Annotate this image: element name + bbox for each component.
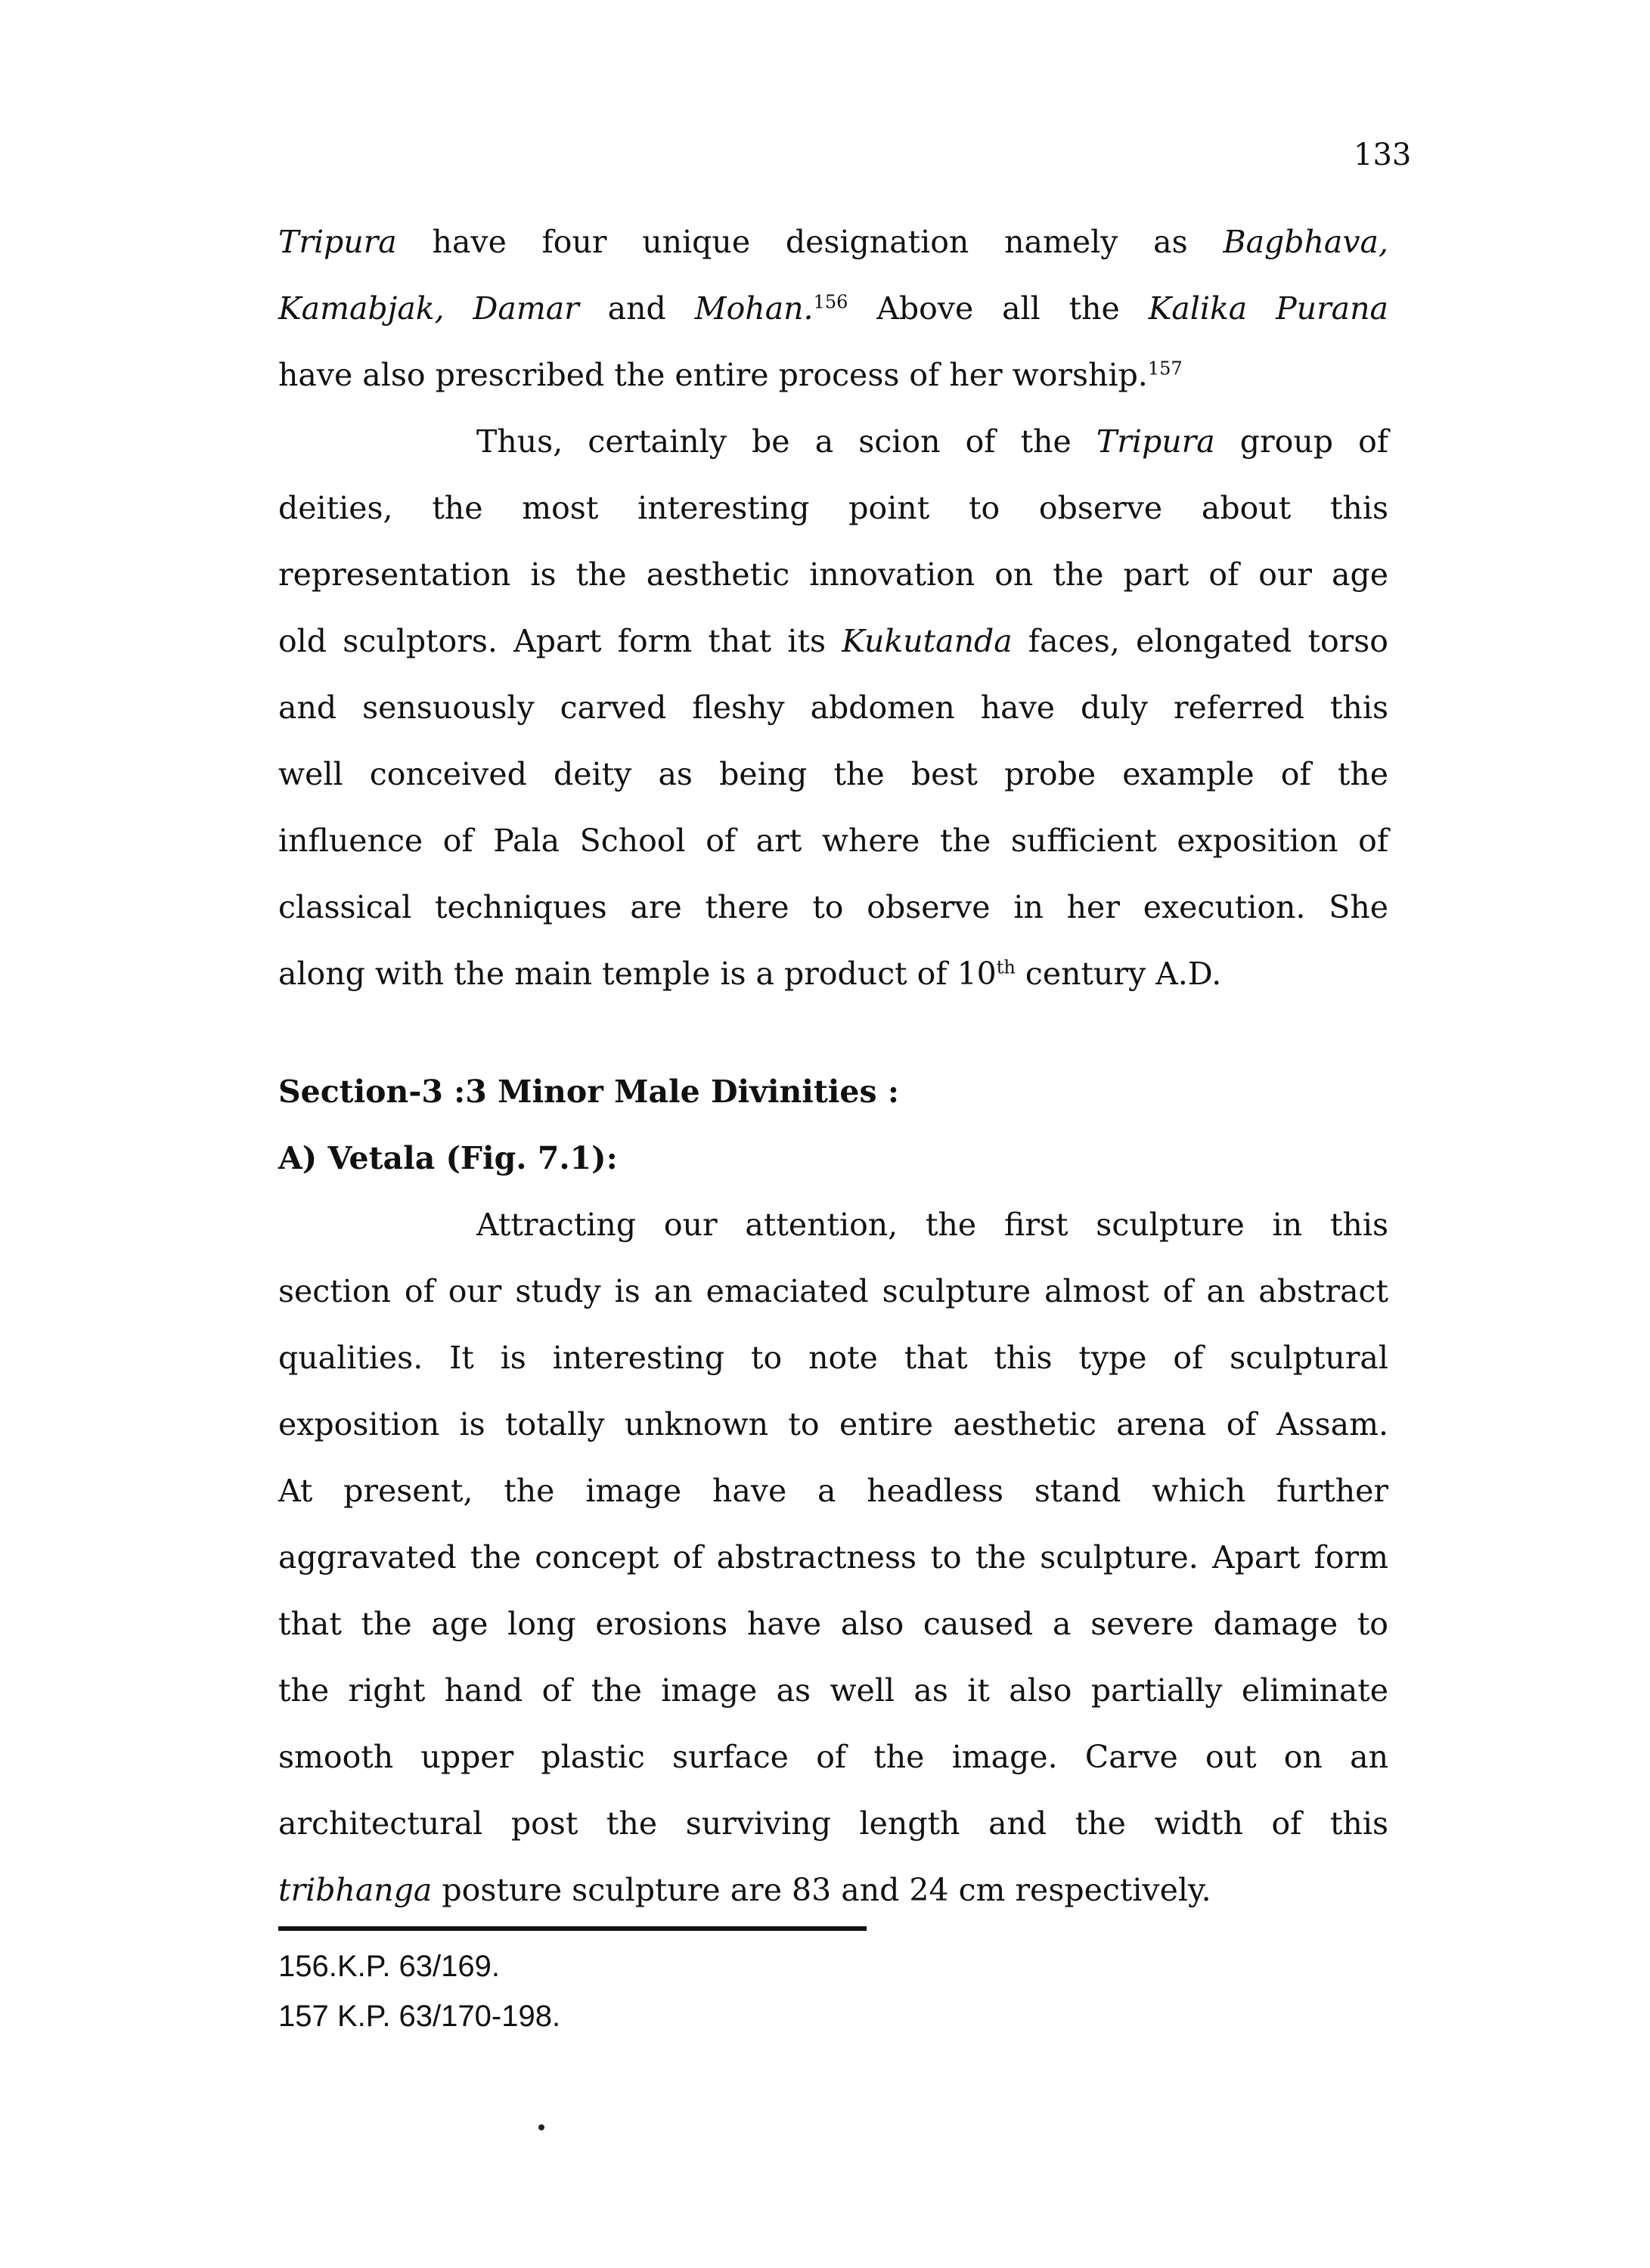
footnote-ref-157: 157 — [1147, 358, 1183, 380]
footnote-divider — [278, 1926, 867, 1931]
text-line: smooth upper plastic surface of the image. Carve out on an — [278, 1739, 1388, 1775]
text-line: and sensuously carved fleshy abdomen have duly referred this — [278, 689, 1388, 726]
text-line: influence of Pala School of art where the sufficient exposition of — [278, 823, 1388, 859]
text-line: Attracting our attention, the first sculpture in this — [476, 1207, 1388, 1243]
footnote: 156.K.P. 63/169. — [278, 1950, 500, 1983]
upper-body-text — [278, 209, 1388, 1007]
section-heading: Section-3 :3 Minor Male Divinities : — [278, 1074, 899, 1110]
footnote: 157 K.P. 63/170-198. — [278, 2000, 561, 2033]
text-line: that the age long erosions have also caused a severe damage to — [278, 1606, 1388, 1642]
text-line: At present, the image have a headless stand which further — [278, 1473, 1388, 1509]
text-line: well conceived deity as being the best probe example of the — [278, 756, 1388, 792]
text-line: tribhanga posture sculpture are 83 and 24 cm respectively. — [278, 1872, 1211, 1908]
text-line: the right hand of the image as well as it also partially eliminate — [278, 1672, 1388, 1709]
text-line: section of our study is an emaciated sculpture almost of an abstract — [278, 1273, 1388, 1309]
footnotes — [278, 1941, 560, 2041]
text-line: Thus, certainly be a scion of the Tripura group of — [476, 423, 1388, 460]
footnote-ref-156: 156 — [813, 291, 848, 313]
subheading: A) Vetala (Fig. 7.1): — [278, 1140, 618, 1176]
lower-body-text — [278, 1058, 1388, 1923]
text-line: deities, the most interesting point to observe about this — [278, 490, 1388, 526]
text-line: representation is the aesthetic innovation on the part of our age — [278, 556, 1388, 593]
text-line: Kamabjak, Damar and Mohan.$^{156}$ Above all the Kalika Purana — [278, 290, 1388, 327]
scan-speck — [538, 2124, 544, 2130]
text-line: exposition is totally unknown to entire aesthetic arena of Assam. — [278, 1406, 1388, 1442]
text-line: have also prescribed the entire process of her worship.$^{157}$ — [278, 357, 1183, 393]
text-line: aggravated the concept of abstractness to the sculpture. Apart form — [278, 1539, 1388, 1576]
text-line: old sculptors. Apart form that its Kukutanda faces, elongated torso — [278, 623, 1388, 659]
text-line: architectural post the surviving length and the width of this — [278, 1805, 1388, 1842]
text-line: Tripura have four unique designation namely as Bagbhava, — [278, 224, 1388, 260]
page-number: 133 — [1354, 138, 1412, 172]
text-line: qualities. It is interesting to note that this type of sculptural — [278, 1340, 1388, 1376]
text-line: classical techniques are there to observe in her execution. She — [278, 889, 1388, 925]
text-line: along with the main temple is a product of 10th century A.D. — [278, 956, 1222, 992]
